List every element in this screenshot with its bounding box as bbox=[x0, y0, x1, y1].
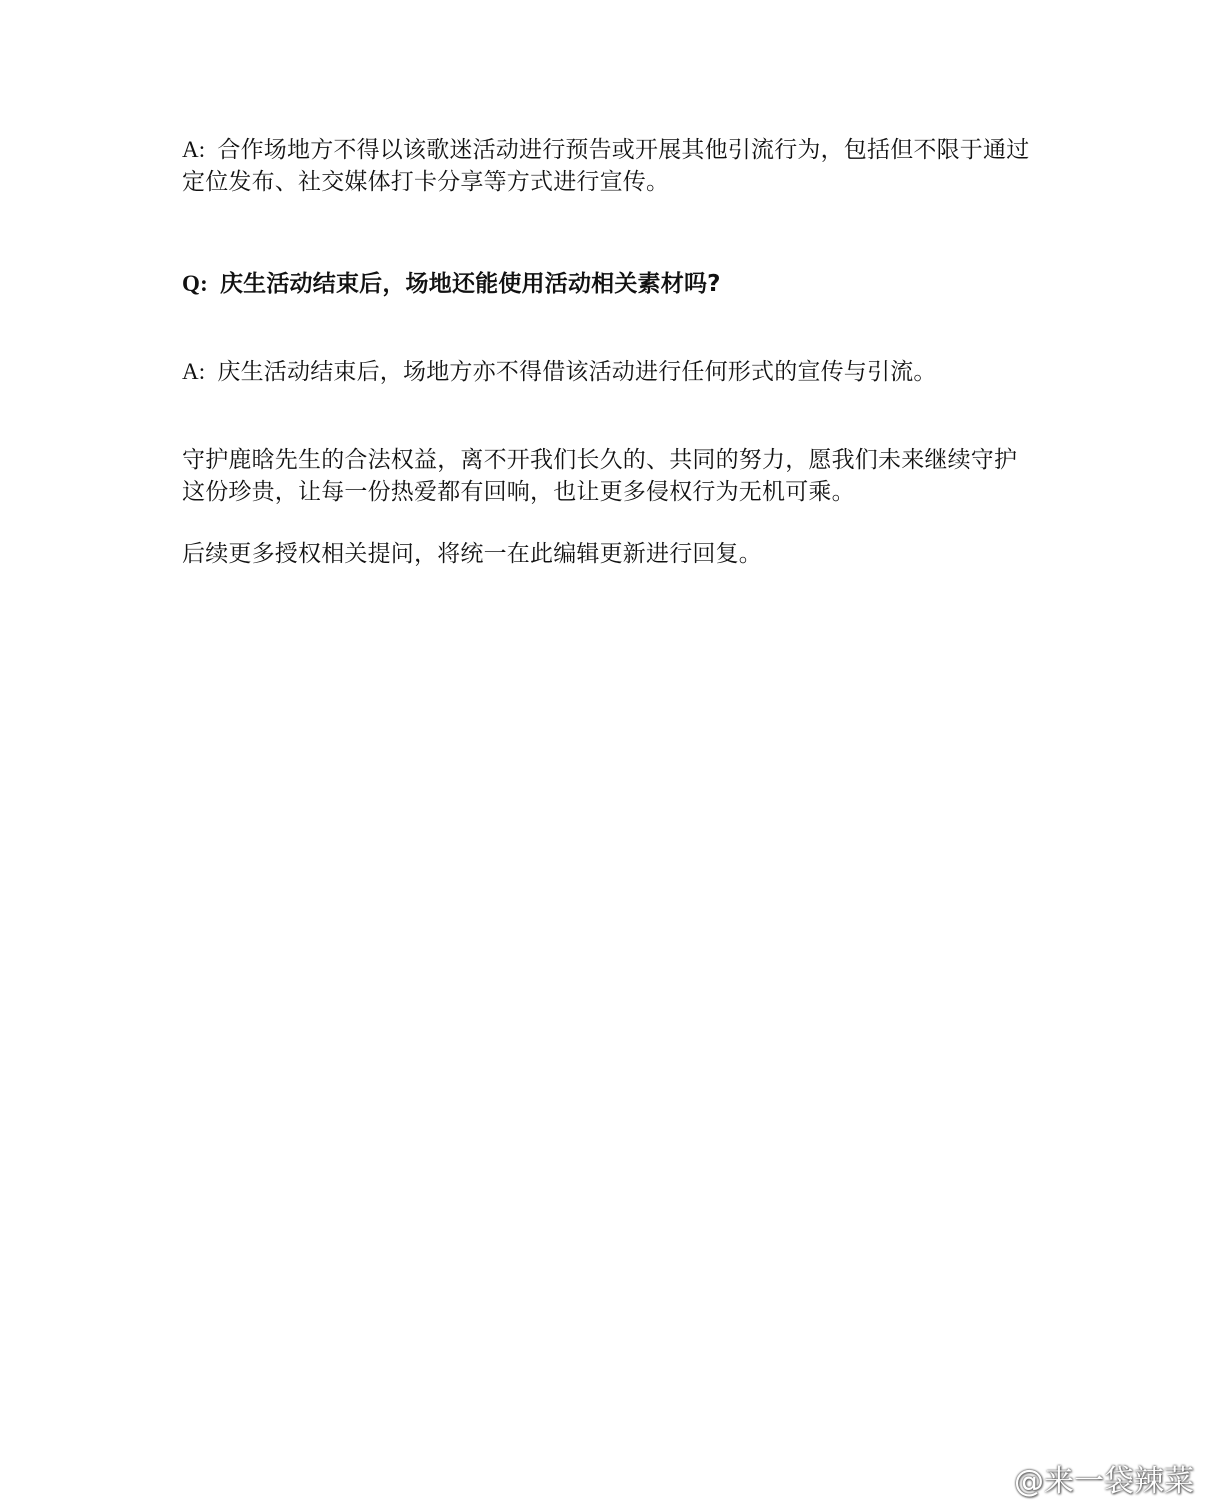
watermark bbox=[968, 1456, 1194, 1500]
question-text: 庆生活动结束后，场地还能使用活动相关素材吗? bbox=[219, 271, 721, 297]
answer-prefix: A: bbox=[182, 359, 206, 384]
answer-paragraph-2 bbox=[182, 356, 1032, 388]
closing-paragraph-1: 守护鹿晗先生的合法权益，离不开我们长久的、共同的努力，愿我们未来继续守护这份珍贵，让每一份热爱都有回响，也让更多侵权行为无机可乘。 bbox=[182, 447, 1018, 505]
answer-text: 庆生活动结束后，场地方亦不得借该活动进行任何形式的宣传与引流。 bbox=[217, 359, 937, 385]
answer-paragraph-1 bbox=[182, 134, 1032, 198]
question-prefix: Q: bbox=[182, 271, 208, 296]
answer-prefix: A: bbox=[182, 137, 206, 162]
answer-text: 合作场地方不得以该歌迷活动进行预告或开展其他引流行为，包括但不限于通过定位发布、社交媒体打卡分享等方式进行宣传。 bbox=[182, 137, 1030, 195]
weibo-icon bbox=[968, 1461, 1008, 1495]
question-paragraph-2 bbox=[182, 268, 1032, 300]
watermark-text: @来一袋辣菜 bbox=[1014, 1464, 1194, 1499]
closing-paragraph-2: 后续更多授权相关提问，将统一在此编辑更新进行回复。 bbox=[182, 541, 762, 567]
